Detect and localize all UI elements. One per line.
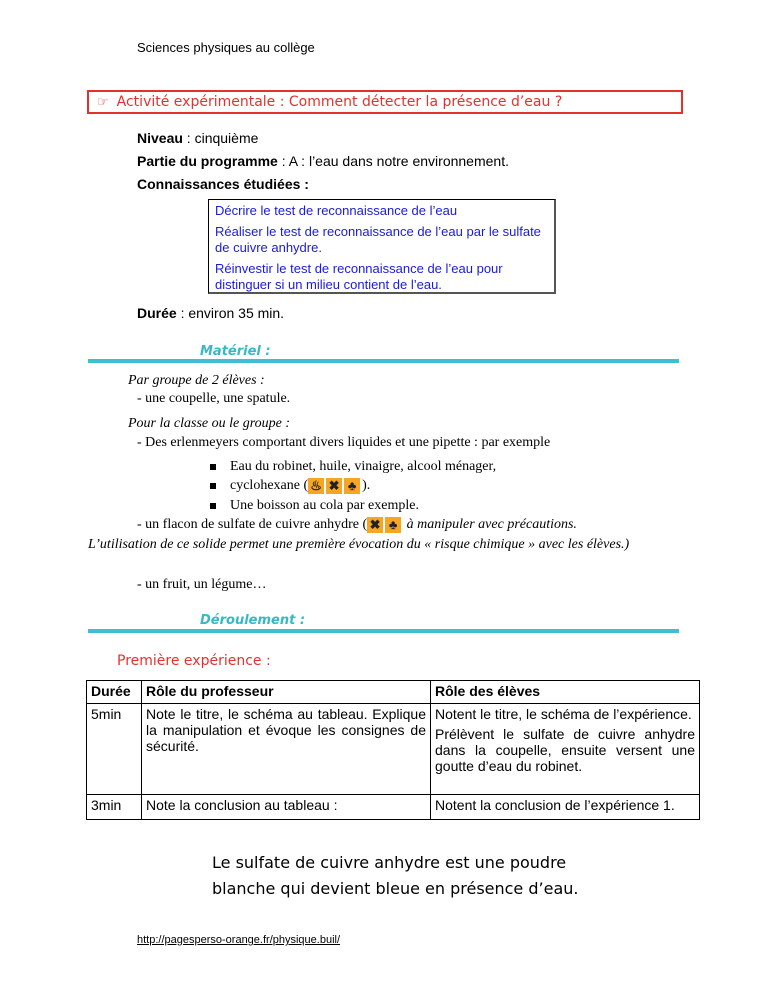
skills-box [208,199,556,294]
sulfate-note: L’utilisation de ce solide permet une première évocation du « risque chimique » avec les élèves.) [88,537,630,552]
connaissances-line [137,176,309,192]
group-label: Par groupe de 2 élèves : [128,373,265,388]
programme-label: Partie du programme [137,153,278,169]
sulfate-line: - un flacon de sulfate de cuivre anhydre ( ✖ ♣ à manipuler avec précautions. [137,517,577,533]
roles-table [86,680,700,820]
cell-prof: Note le titre, le schéma au tableau. Explique la manipulation et évoque les consignes de sécurité. [142,704,431,795]
duree-label: Durée [137,305,177,321]
harmful-icon: ✖ [326,478,342,494]
header-eleves: Rôle des élèves [431,681,700,704]
materiel-rule [88,359,679,363]
page-header: Sciences physiques au collège [137,40,315,55]
skill-item: Décrire le test de reconnaissance de l’eau [215,203,458,218]
skill-item: Réinvestir le test de reconnaissance de l’eau pour distinguer si un milieu contient de l’eau. [215,261,503,292]
header-duree: Durée [87,681,142,704]
bullet-item: cyclohexane ( ♨ ✖ ♣ ). [210,478,370,494]
niveau-line [137,130,258,146]
cell-prof: Note la conclusion au tableau : [142,795,431,820]
table-header-row [87,681,700,704]
environment-icon: ♣ [344,478,360,494]
table-row [87,795,700,820]
bullet-item: Une boisson au cola par exemple. [210,498,419,514]
table-row [87,704,700,795]
cell-duree: 3min [87,795,142,820]
deroulement-rule [88,629,679,633]
cell-duree: 5min [87,704,142,795]
first-experience-title: Première expérience : [117,653,271,669]
fruit-item: - un fruit, un légume… [137,577,267,592]
conclusion-text: Le sulfate de cuivre anhydre est une poudre blanche qui devient bleue en présence d’eau. [212,853,579,898]
cell-eleves: Notent le titre, le schéma de l’expérience. Prélèvent le sulfate de cuivre anhydre dans la coupelle, ensuite versent une goutte d’eau du robinet. [431,704,700,795]
programme-line [137,153,509,169]
class-label: Pour la classe ou le groupe : [128,416,291,431]
footer-link[interactable]: http://pagesperso-orange.fr/physique.buil/ [137,934,341,946]
activity-title: Activité expérimentale : Comment détecter la présence d’eau ? [116,94,563,110]
bullet-item: Eau du robinet, huile, vinaigre, alcool ménager, [210,459,496,475]
pointing-hand-icon: ☞ [97,94,109,110]
flammable-icon: ♨ [308,478,324,494]
duree-line [137,305,284,321]
class-item: - Des erlenmeyers comportant divers liquides et une pipette : par exemple [137,435,551,450]
programme-value: : A : l’eau dans notre environnement. [277,153,509,169]
connaissances-label: Connaissances étudiées : [137,176,309,192]
harmful-icon: ✖ [367,517,383,533]
niveau-label: Niveau [137,130,183,146]
deroulement-title: Déroulement : [200,613,306,628]
header-prof: Rôle du professeur [142,681,431,704]
duree-value: : environ 35 min. [176,305,285,321]
activity-title-box [87,90,683,114]
skill-item: Réaliser le test de reconnaissance de l’eau par le sulfate de cuivre anhydre. [215,224,541,255]
materiel-title: Matériel : [200,344,271,359]
niveau-value: : cinquième [182,130,259,146]
environment-icon: ♣ [385,517,401,533]
group-item: - une coupelle, une spatule. [137,391,291,406]
cell-eleves: Notent la conclusion de l’expérience 1. [431,795,700,820]
